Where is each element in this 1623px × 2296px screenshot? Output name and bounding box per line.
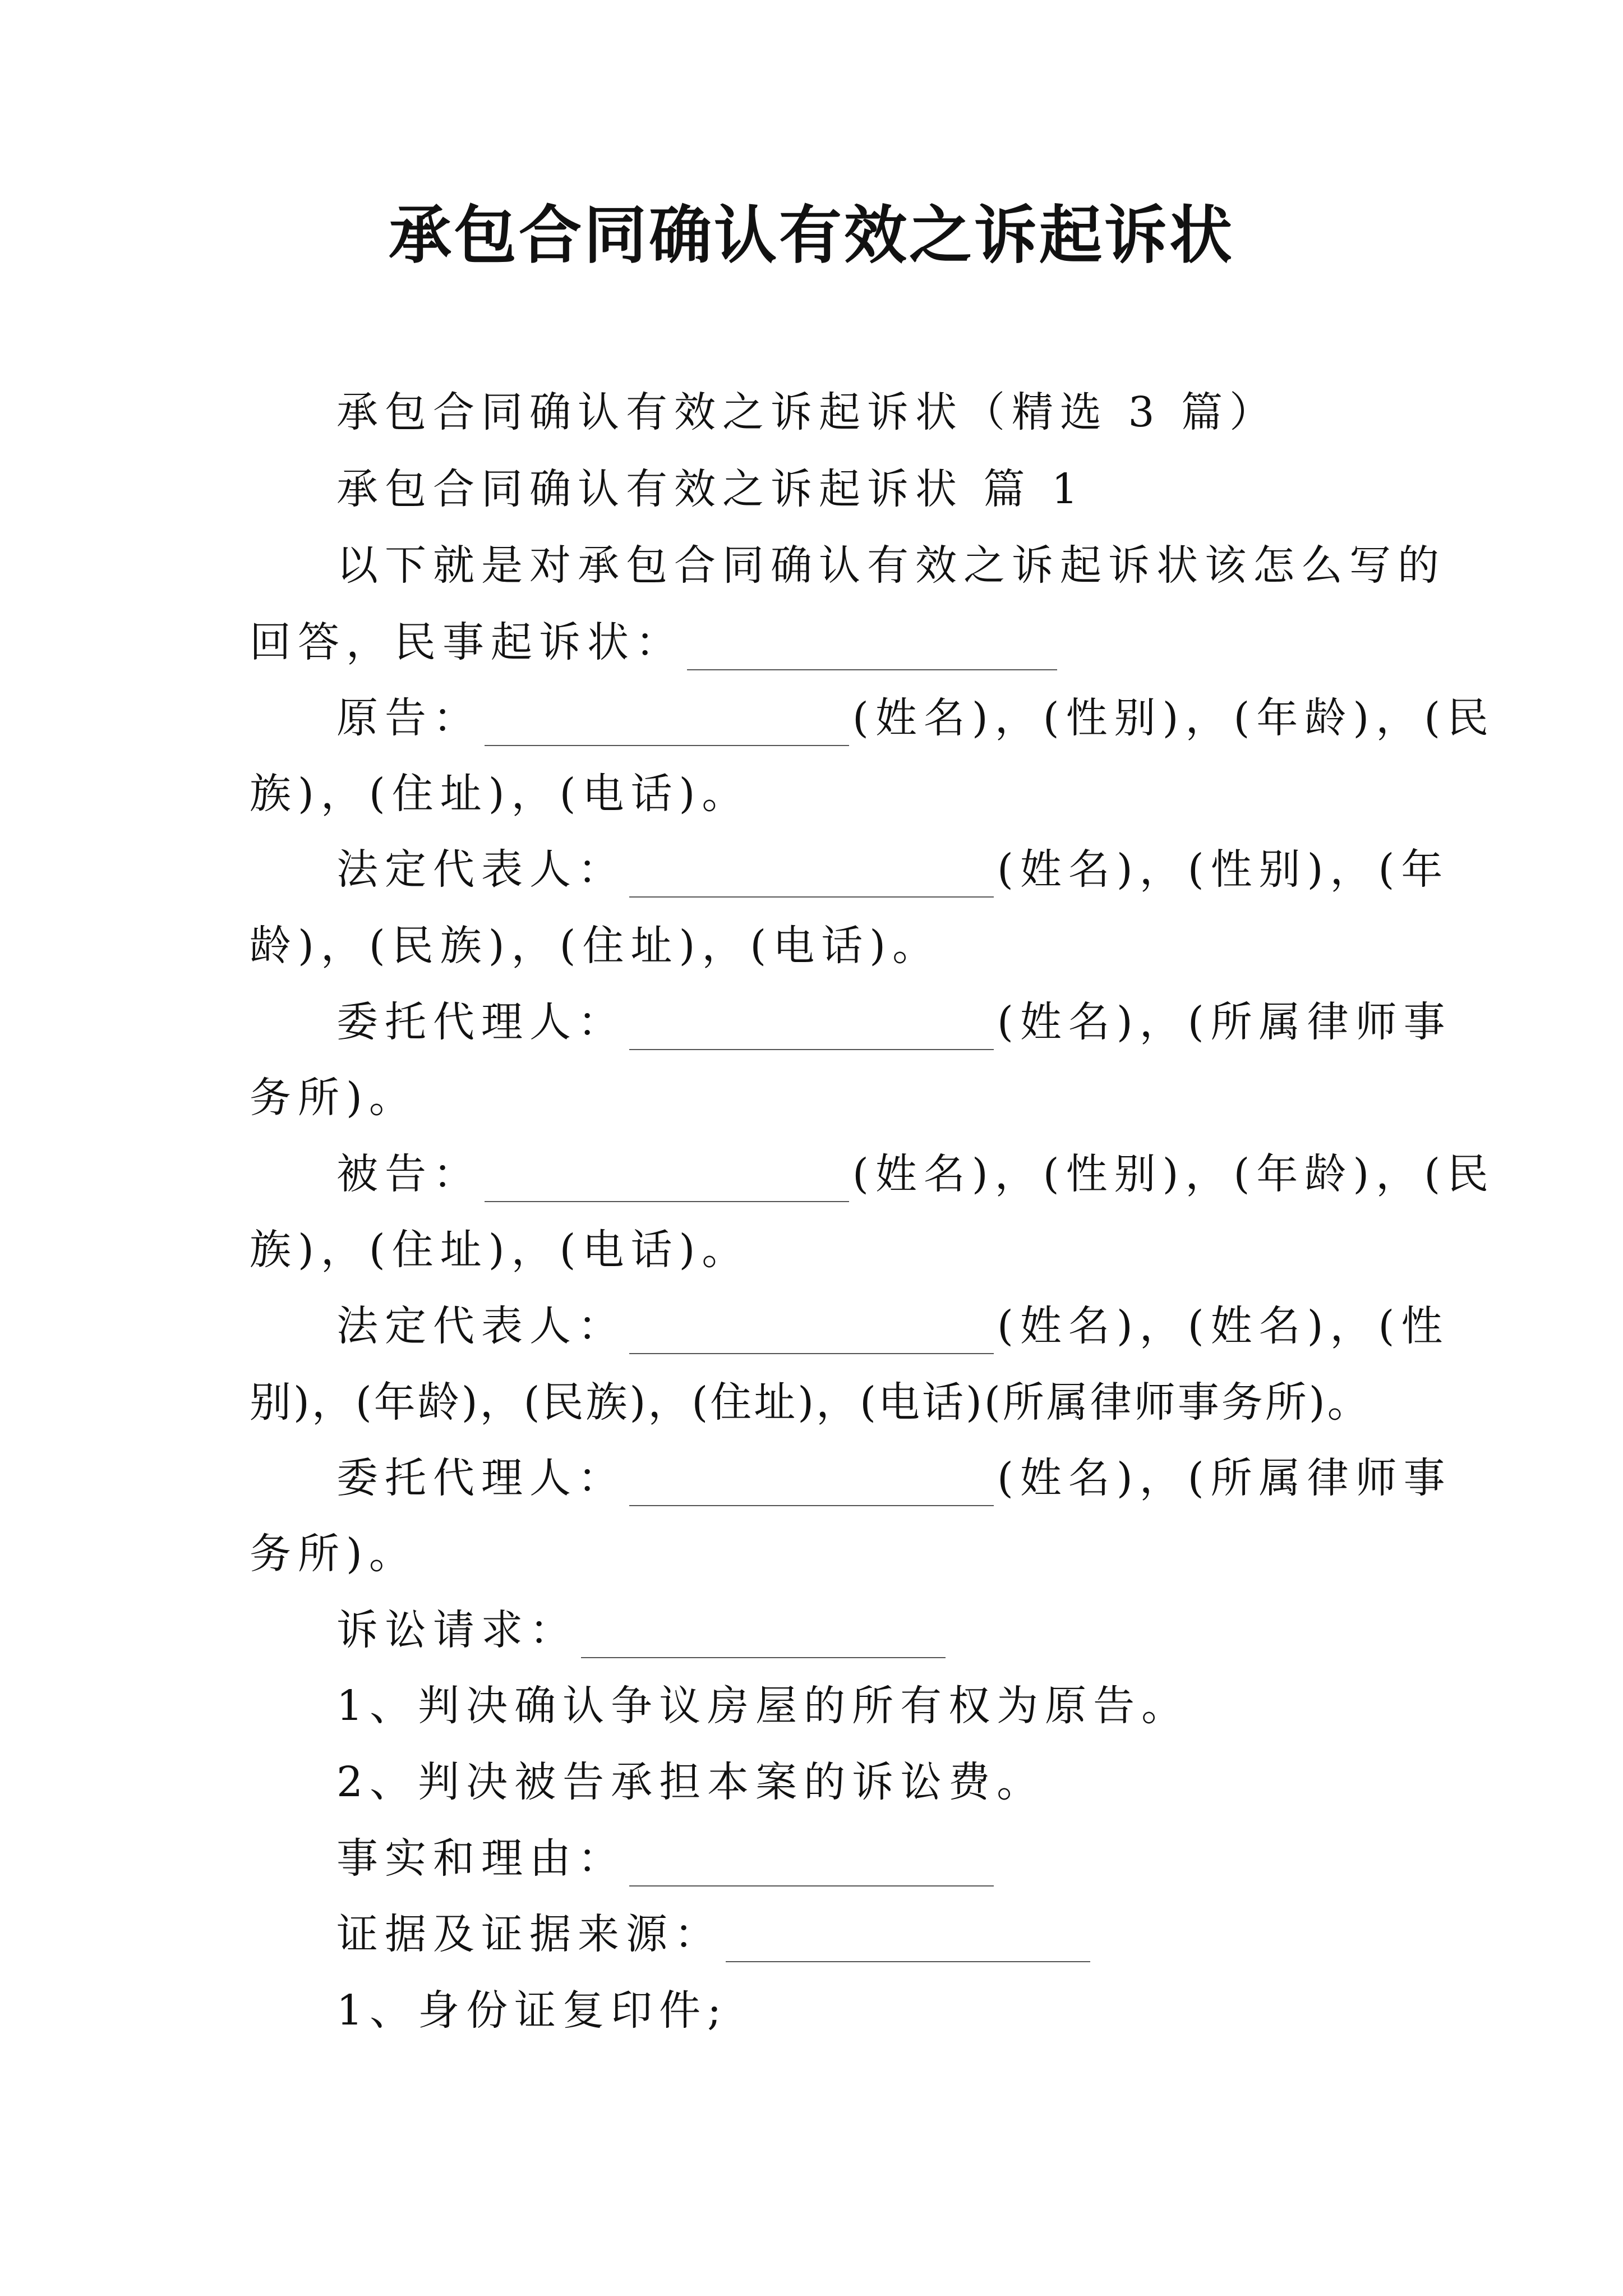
claim-item: 2、判决被告承担本案的诉讼费。 — [336, 1758, 1045, 1806]
claim-item: 1、判决确认争议房屋的所有权为原告。 — [336, 1682, 1190, 1730]
plaintiff-agent-line-1 — [336, 994, 1452, 1050]
defendant-fields: (姓名)，(性别)，(年龄)，(民 — [852, 1150, 1496, 1198]
document-title: 承包合同确认有效之诉起诉状 — [389, 199, 1234, 272]
defendant-agent-line-2: 务所)。 — [250, 1530, 417, 1578]
plaintiff-rep-line-2: 龄)，(民族)，(住址)，(电话)。 — [250, 922, 941, 970]
blank-field — [629, 846, 994, 898]
defendant-line-2: 族)，(住址)，(电话)。 — [250, 1226, 750, 1274]
blank-field — [485, 694, 849, 746]
evidence-item: 1、身份证复印件; — [336, 1986, 728, 2035]
plaintiff-rep-label: 法定代表人： — [336, 845, 626, 894]
defendant-rep-line-1 — [336, 1298, 1449, 1354]
defendant-rep-label: 法定代表人： — [336, 1302, 626, 1350]
intro-line-2-text: 回答，民事起诉状： — [250, 618, 684, 666]
facts-line — [336, 1830, 997, 1887]
plaintiff-rep-fields: (姓名)，(性别)，(年 — [997, 845, 1450, 894]
defendant-rep-line-2: 别)，(年龄)，(民族)，(住址)，(电话)(所属律师事务所)。 — [250, 1378, 1371, 1427]
plaintiff-label: 原告： — [336, 694, 481, 742]
subtitle: 承包合同确认有效之诉起诉状（精选 3 篇） — [336, 388, 1278, 436]
blank-field — [687, 619, 1057, 670]
plaintiff-rep-line-1 — [336, 841, 1449, 898]
defendant-rep-fields: (姓名)，(姓名)，(性 — [997, 1302, 1450, 1350]
plaintiff-agent-line-2: 务所)。 — [250, 1074, 417, 1122]
claims-label: 诉讼请求： — [336, 1606, 578, 1654]
defendant-line-1 — [336, 1146, 1495, 1202]
plaintiff-line-2: 族)，(住址)，(电话)。 — [250, 770, 750, 818]
part-heading: 承包合同确认有效之诉起诉状 篇 1 — [336, 465, 1085, 513]
claims-line — [336, 1602, 949, 1658]
plaintiff-fields: (姓名)，(性别)，(年龄)，(民 — [852, 694, 1496, 742]
plaintiff-agent-fields: (姓名)，(所属律师事 — [997, 998, 1452, 1046]
evidence-line — [336, 1906, 1094, 1962]
plaintiff-agent-label: 委托代理人： — [336, 998, 626, 1046]
blank-field — [485, 1151, 849, 1202]
blank-field — [581, 1607, 946, 1658]
intro-line-2 — [250, 614, 1061, 670]
blank-field — [629, 999, 994, 1050]
defendant-label: 被告： — [336, 1150, 481, 1198]
blank-field — [629, 1455, 994, 1506]
blank-field — [629, 1303, 994, 1354]
defendant-agent-fields: (姓名)，(所属律师事 — [997, 1454, 1452, 1502]
facts-label: 事实和理由： — [336, 1834, 626, 1883]
defendant-agent-line-1 — [336, 1450, 1452, 1506]
evidence-label: 证据及证据来源： — [336, 1910, 722, 1958]
blank-field — [629, 1835, 994, 1887]
intro-line-1: 以下就是对承包合同确认有效之诉起诉状该怎么写的 — [336, 541, 1446, 590]
blank-field — [726, 1911, 1090, 1962]
plaintiff-line-1 — [336, 690, 1495, 746]
defendant-agent-label: 委托代理人： — [336, 1454, 626, 1502]
